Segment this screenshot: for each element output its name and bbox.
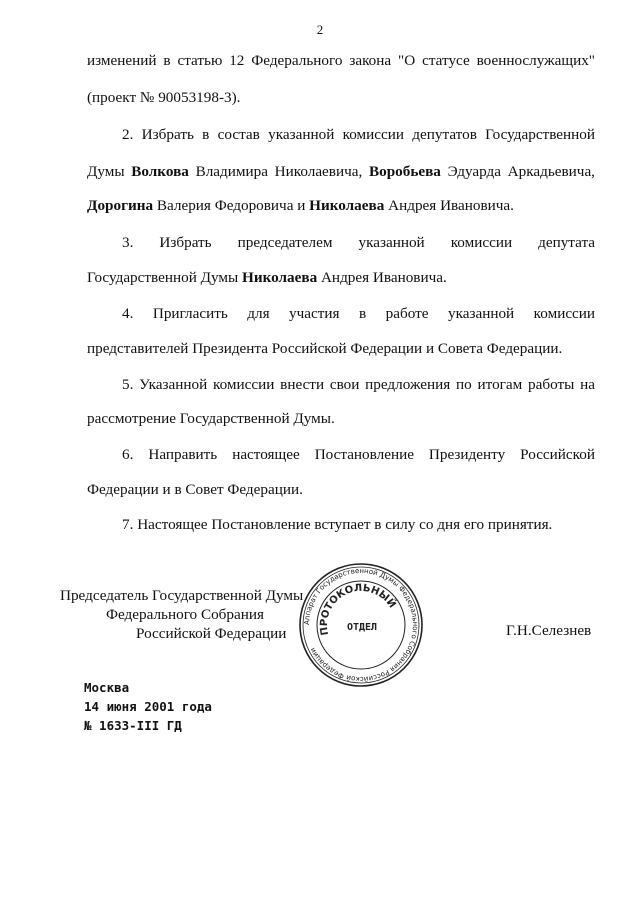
seal-outer-text: Аппарат Государственной Думы Федерального Собрания Российской Федерации (302, 566, 420, 684)
document-number: № 1633-III ГД (84, 718, 182, 733)
paragraph-3-word: 3. (122, 234, 134, 251)
signatory-name: Г.Н.Селезнев (506, 622, 592, 639)
paragraph-4-word: 4. (122, 305, 134, 322)
paragraph-3-text: Андрея Ивановича. (317, 269, 447, 286)
paragraph-2-line-1: 2. Избрать в состав указанной комиссии депутатов Государственной (122, 126, 595, 143)
signatory-title-line-1: Председатель Государственной Думы (60, 587, 304, 604)
paragraph-2-text: Андрея Ивановича. (384, 197, 514, 214)
paragraph-6-line-1: 6. Направить настоящее Постановление Президенту Российской (122, 446, 595, 463)
paragraph-3-word: комиссии (450, 234, 513, 251)
paragraph-3-text: Государственной Думы (87, 269, 242, 286)
paragraph-4-word: комиссии (533, 305, 596, 322)
chair-name-nikolaev: Николаева (242, 269, 318, 286)
deputy-name-dorogin: Дорогина (87, 197, 154, 214)
paragraph-3-word: Избрать (159, 234, 212, 251)
paragraph-1-line-1: изменений в статью 12 Федерального закона "О статусе военнослужащих" (87, 52, 595, 69)
paragraph-3-line-1 (122, 234, 595, 252)
deputy-name-vorobyev: Воробьева (368, 163, 441, 180)
deputy-name-nikolaev: Николаева (309, 197, 385, 214)
paragraph-4-word: работе (385, 305, 429, 322)
paragraph-2-text: Валерия Федоровича и (153, 197, 310, 214)
signatory-title (60, 586, 310, 643)
paragraph-2-text: Эдуарда Аркадьевича, (440, 163, 595, 180)
paragraph-4-word: Пригласить (152, 305, 228, 322)
paragraph-7-line-1: 7. Настоящее Постановление вступает в силу со дня его принятия. (122, 516, 553, 533)
document-meta (84, 678, 212, 735)
paragraph-2-line-3 (87, 197, 595, 215)
paragraph-3-word: председателем (237, 234, 333, 251)
paragraph-5-line-1: 5. Указанной комиссии внести свои предложения по итогам работы на (122, 376, 595, 393)
signatory-title-line-3: Российской Федерации (136, 625, 287, 642)
seal-center-text: ОТДЕЛ (346, 622, 378, 633)
paragraph-4-word: участия (289, 305, 340, 322)
paragraph-4-line-1 (122, 305, 595, 323)
paragraph-2-text: Думы (87, 163, 132, 180)
page-number: 2 (316, 22, 324, 37)
paragraph-4-word: для (247, 305, 270, 322)
paragraph-4-word: указанной (447, 305, 515, 322)
seal-inner-text: ПРОТОКОЛЬНЫЙ (318, 582, 398, 637)
paragraph-2-text: Владимира Николаевича, (188, 163, 369, 180)
deputy-name-volkov: Волкова (131, 163, 189, 180)
signatory-title-line-2: Федерального Собрания (106, 606, 264, 623)
paragraph-6-line-2: Федерации и в Совет Федерации. (87, 481, 303, 498)
official-seal-stamp (296, 560, 426, 690)
paragraph-3-word: указанной (358, 234, 425, 251)
paragraph-4-line-2: представителей Президента Российской Федерации и Совета Федерации. (87, 340, 563, 357)
paragraph-3-word: депутата (538, 234, 596, 251)
paragraph-2-line-2 (87, 163, 595, 181)
paragraph-5-line-2: рассмотрение Государственной Думы. (87, 410, 335, 427)
date: 14 июня 2001 года (84, 699, 212, 714)
paragraph-1-line-2: (проект № 90053198-3). (87, 89, 241, 106)
paragraph-4-word: в (359, 305, 367, 322)
paragraph-3-line-2 (87, 269, 595, 287)
city: Москва (84, 680, 130, 695)
